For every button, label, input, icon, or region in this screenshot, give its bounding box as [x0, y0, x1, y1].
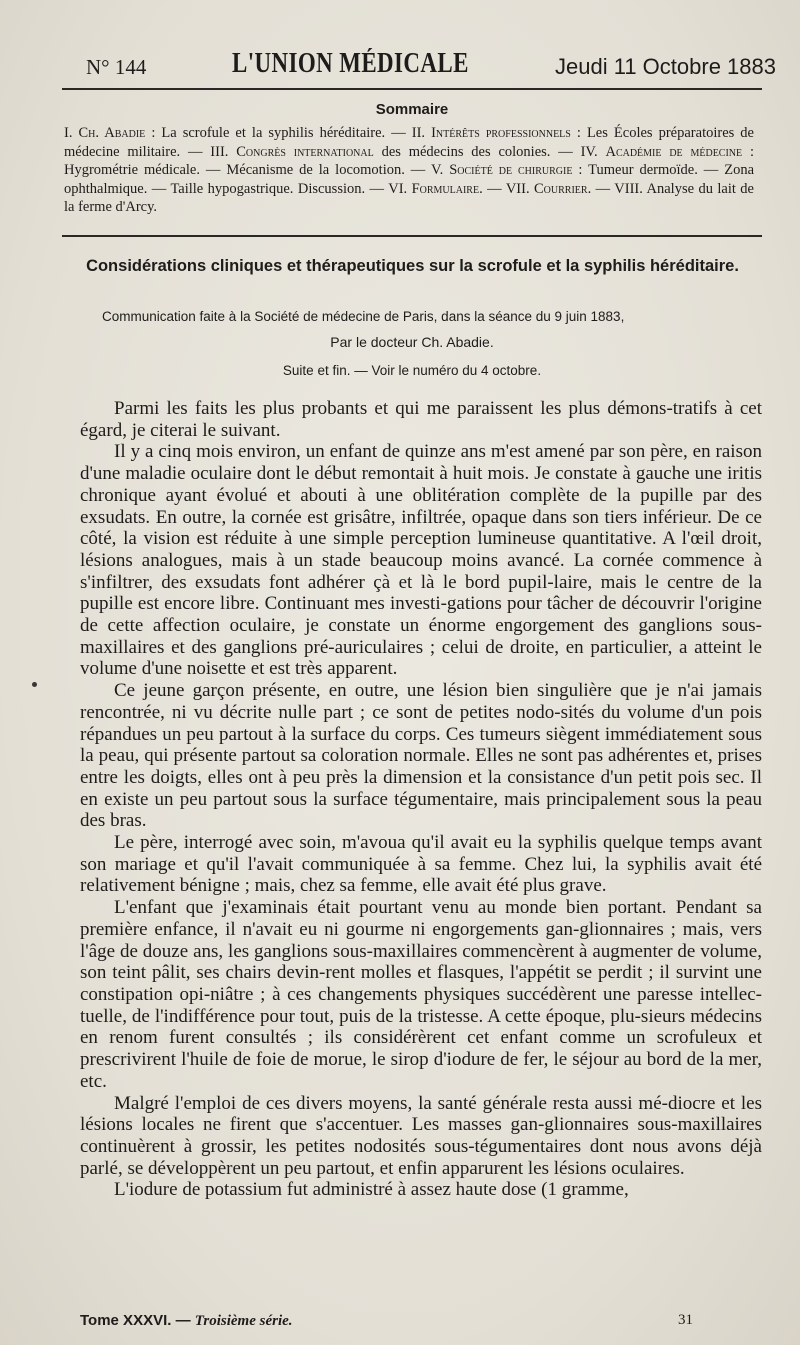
series-label: Troisième série. — [194, 1313, 293, 1329]
sommaire-heading: Sommaire — [375, 101, 449, 118]
continuation-note: Suite et fin. — Voir le numéro du 4 octobre. — [282, 363, 542, 378]
masthead-rule — [62, 88, 762, 90]
section-rule — [62, 235, 762, 237]
toc-entry: VIII. Analyse du lait de la ferme d'Arcy. — [64, 180, 754, 215]
issue-number: N° 144 — [86, 55, 147, 79]
toc-entry: I. Ch. Abadie : La scrofule et la syphilis héréditaire. — — [64, 125, 406, 141]
paragraph: L'enfant que j'examinais était pourtant venu au monde bien portant. Pendant sa première enfance, il n'avait eu ni gourme ni engorgements gan-glionnaires ; mais, vers l'âge de douze ans, les ganglions sous-maxillaires commencèrent à augmenter de volume, son teint pâlit, ses chairs devin-rent molles et flasques, l'appétit se perdit ; il survint une constipation opi-niâtre ; à ces changements physiques succédèrent une paresse intellec-tuelle, de l'indifférence pour tout, puis de la tristesse. A cette époque, plu-sieurs médecins en renom furent consultés ; ils considérèrent cet enfant comme un scrofuleux et prescrivirent l'huile de foie de morue, le sirop d'iodure de fer, le séjour au bord de la mer, etc. — [80, 897, 762, 1092]
communication-note: Communication faite à la Société de médecine de Paris, dans la séance du 9 juin 1883, — [102, 309, 625, 324]
toc-entry: IV. Académie de médecine : Hygrométrie médicale. — Mécanisme de la locomotion. — — [64, 143, 754, 178]
toc-entry: VII. Courrier. — — [505, 180, 611, 197]
folio-number: 31 — [678, 1312, 693, 1328]
toc-entry: III. Congrès international des médecins des colonies. — — [210, 143, 573, 160]
toc-entry: V. Société de chirurgie : Tumeur dermoïde. — Zona ophthalmique. — Taille hypogastrique. Discussion. — — [64, 162, 755, 197]
paragraph: L'iodure de potassium fut administré à assez haute dose (1 gramme, — [114, 1179, 629, 1201]
margin-mark — [32, 682, 37, 687]
toc-entry: VI. Formulaire. — — [388, 180, 502, 197]
article-body — [80, 398, 762, 1201]
issue-date: Jeudi 11 Octobre 1883 — [555, 54, 776, 79]
paragraph: Il y a cinq mois environ, un enfant de quinze ans m'est amené par son père, en raison d'une maladie oculaire dont le début remontait à huit mois. Je constate à gauche une iritis chronique ayant évolué et abouti à une oblitération complète de la pupille par des exsudats. En outre, la cornée est grisâtre, infiltrée, opaque dans son tiers inférieur. De ce côté, la vision est réduite à une simple perception lumineuse quantitative. A l'œil droit, lésions analogues, mais à un stade beaucoup moins avancé. La cornée commence à s'infiltrer, des exsudats font adhérer çà et là le bord pupil-laire, mais le centre de la pupille est encore libre. Continuant mes investi-gations pour tâcher de découvrir l'origine de cette affection oculaire, je constate un énorme engorgement des ganglions sous-maxillaires et des ganglions pré-auriculaires ; celui de droite, en particulier, a atteint le volume d'une noisette et est très apparent. — [80, 441, 762, 680]
table-of-contents — [64, 124, 754, 217]
article-title: Considérations cliniques et thérapeutiques sur la scrofule et la syphilis héréditaire. — [86, 257, 739, 275]
journal-title: L'UNION MÉDICALE — [232, 48, 470, 79]
paragraph: Ce jeune garçon présente, en outre, une lésion bien singulière que je n'ai jamais rencontrée, ni vu décrite nulle part ; ce sont de petites nodo-sités du volume d'un pois répandues un peu partout à la surface du corps. Ces tumeurs siègent immédiatement sous la peau, qui présente partout sa coloration normale. Elles ne sont pas adhérentes et, prises entre les doigts, elles ont à peu près la dimension et la consistance d'un petit pois sec. Il en existe un peu partout sous la surface tégumentaire, mais principalement sous la peau des bras. — [80, 680, 762, 832]
paragraph: Le père, interrogé avec soin, m'avoua qu'il avait eu la syphilis quelque temps avant son mariage et qu'il l'avait communiquée à sa femme. Chez lui, la syphilis avait été relativement bénigne ; mais, chez sa femme, elle avait été plus grave. — [80, 832, 762, 897]
masthead — [86, 40, 776, 80]
tome-label: Tome XXXVI. — — [80, 1312, 191, 1329]
article-author: Par le docteur Ch. Abadie. — [330, 334, 494, 350]
paragraph: Malgré l'emploi de ces divers moyens, la santé générale resta aussi mé-diocre et les lésions locales ne firent que s'accentuer. Les masses gan-glionnaires sous-maxillaires continuèrent à grossir, les petites nodosités sous-tégumentaires dont nous avons déjà parlé, se développèrent un peu partout, et enfin apparurent les lésions oculaires. — [80, 1092, 762, 1179]
footer-signature — [80, 1312, 680, 1330]
paragraph: Parmi les faits les plus probants et qui me paraissent les plus démons-tratifs à cet égard, je citerai le suivant. — [80, 398, 762, 441]
toc-entry: II. Intérêts professionnels : Les Écoles préparatoires de médecine militaire. — — [64, 125, 754, 160]
